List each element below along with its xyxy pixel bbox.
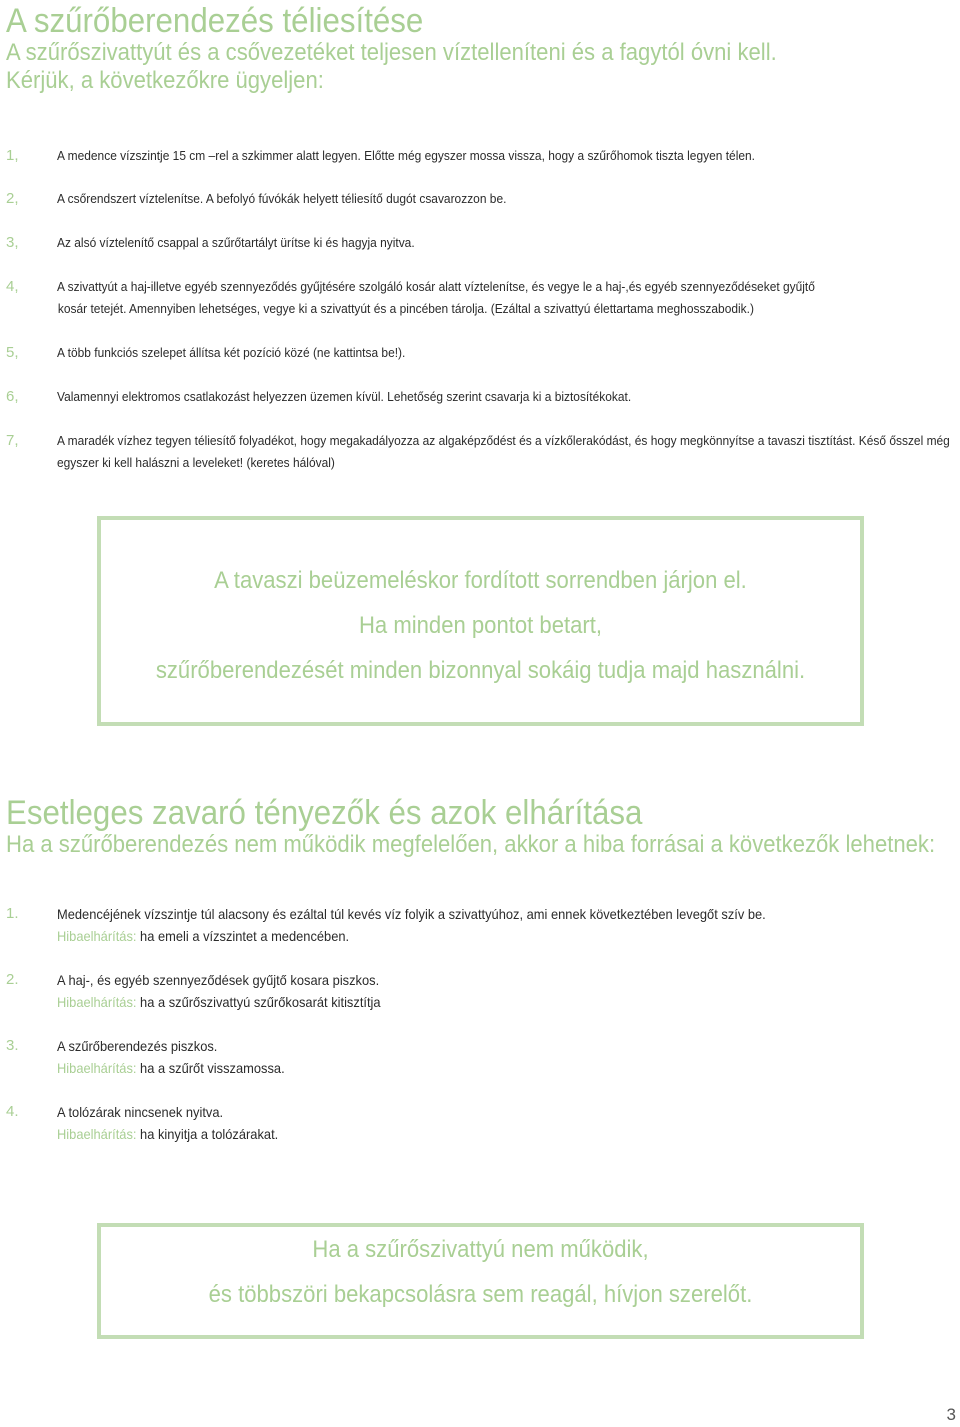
- page-number: 3: [946, 1405, 956, 1424]
- fix-text: ha a szűrőszivattyú szűrőkosarát kitisztítja: [140, 994, 381, 1010]
- section-subtitle: Ha a szűrőberendezés nem működik megfelelően, akkor a hiba forrásai a következők lehetnek:: [6, 831, 936, 858]
- notice-box-spring: [97, 516, 864, 726]
- fix-text: ha emeli a vízszintet a medencében.: [140, 928, 350, 944]
- fix-text: ha a szűrőt visszamossa.: [140, 1060, 285, 1076]
- item-text: kosár tetejét. Amennyiben lehetséges, vegye ki a szivattyút és a pincében tárolja. (Ezáltal a szivattyú élettartama meghosszabodik.): [57, 301, 754, 316]
- notice-line: és többszöri bekapcsolásra sem reagál, hívjon szerelőt.: [208, 1281, 753, 1308]
- item-number: 2.: [6, 971, 19, 988]
- item-number: 2,: [6, 190, 19, 207]
- item-number: 4,: [6, 278, 19, 295]
- notice-line: Ha minden pontot betart,: [358, 612, 603, 639]
- fix-label: Hibaelhárítás:: [57, 994, 137, 1010]
- fix-text: ha kinyitja a tolózárakat.: [140, 1126, 279, 1142]
- item-number: 1,: [6, 147, 19, 164]
- item-number: 3.: [6, 1037, 19, 1054]
- item-number: 7,: [6, 432, 19, 449]
- item-text: A medence vízszintje 15 cm –rel a szkimmer alatt legyen. Előtte még egyszer mossa vissza, hogy a szűrőhomok tiszta legyen télen.: [57, 148, 755, 163]
- item-text: A csőrendszert víztelenítse. A befolyó fúvókák helyett téliesítő dugót csavarozzon be.: [57, 191, 507, 206]
- notice-line: A tavaszi beüzemeléskor fordított sorrendben járjon el.: [214, 567, 747, 594]
- problem-text: Medencéjének vízszintje túl alacsony és ezáltal túl kevés víz folyik a szivattyúhoz, ami ennek következtében levegőt szív be.: [57, 906, 766, 922]
- notice-box-call-technician: [97, 1223, 864, 1339]
- section-subtitle-line1: A szűrőszivattyút és a csővezetéket teljesen víztelleníteni és a fagytól óvni kell.: [6, 39, 777, 66]
- section-title-winterizing: A szűrőberendezés téliesítése: [6, 2, 424, 40]
- fix-label: Hibaelhárítás:: [57, 928, 137, 944]
- item-number: 5,: [6, 344, 19, 361]
- section-title-troubleshooting: Esetleges zavaró tényezők és azok elhárítása: [6, 794, 643, 832]
- problem-text: A haj-, és egyéb szennyeződések gyűjtő kosara piszkos.: [57, 972, 380, 988]
- notice-line: Ha a szűrőszivattyú nem működik,: [312, 1236, 649, 1263]
- item-text: Valamennyi elektromos csatlakozást helyezzen üzemen kívül. Lehetőség szerint csavarja ki a biztosítékokat.: [57, 389, 632, 404]
- item-text: A több funkciós szelepet állítsa két pozíció közé (ne kattintsa be!).: [57, 345, 406, 360]
- item-text: A szivattyút a haj-illetve egyéb szennyeződés gyűjtésére szolgáló kosár alatt víztelenítse, és vegye le a haj-,és egyéb szennyeződéseket gyűjtő: [57, 279, 815, 294]
- problem-text: A tolózárak nincsenek nyitva.: [57, 1104, 224, 1120]
- fix-label: Hibaelhárítás:: [57, 1126, 137, 1142]
- item-number: 1.: [6, 905, 19, 922]
- problem-text: A szűrőberendezés piszkos.: [57, 1038, 218, 1054]
- item-number: 4.: [6, 1103, 19, 1120]
- item-number: 6,: [6, 388, 19, 405]
- fix-label: Hibaelhárítás:: [57, 1060, 137, 1076]
- item-text: egyszer ki kell halászni a leveleket! (keretes hálóval): [57, 455, 335, 470]
- section-subtitle-line2: Kérjük, a következőkre ügyeljen:: [6, 67, 324, 94]
- item-text: A maradék vízhez tegyen téliesítő folyadékot, hogy megakadályozza az algaképződést és a vízkőlerakódást, és hogy megkönnyítse a tavaszi tisztítást. Késő ősszel még: [57, 433, 950, 448]
- item-text: Az alsó víztelenítő csappal a szűrőtartályt ürítse ki és hagyja nyitva.: [57, 235, 415, 250]
- item-number: 3,: [6, 234, 19, 251]
- notice-line: szűrőberendezését minden bizonnyal sokáig tudja majd használni.: [155, 657, 806, 684]
